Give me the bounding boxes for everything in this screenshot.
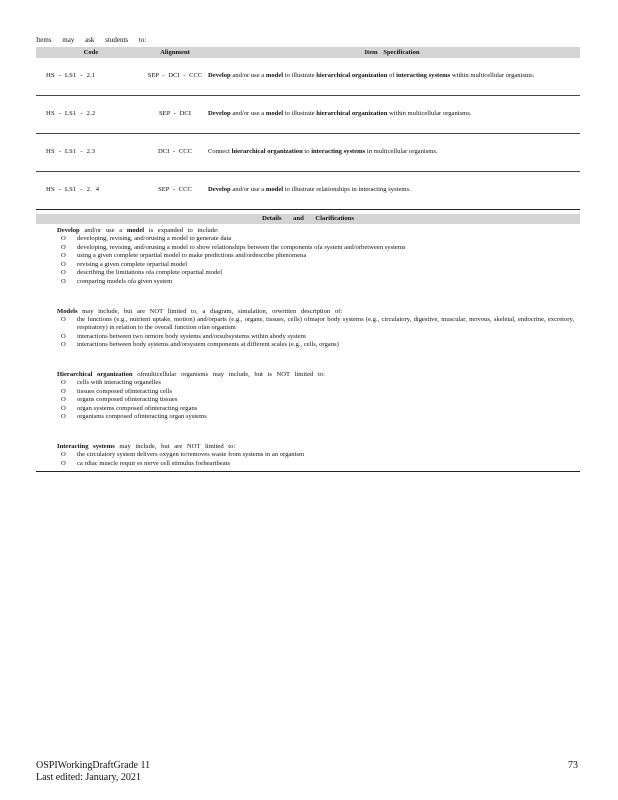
list-item-text: the functions (e.g., nutrient uptake, motion) and/orparts (e.g., organs, tissues, cells) ofmajor body systems (e.g., circulatory, digestive, muscular, nervous, skeletal, endocrine, excretory, respiratory) in relation to the overall function ofan organism [77, 315, 574, 332]
row-code: HS - LS1 - 2. 4 [36, 172, 146, 210]
list-item-text: developing, revising, and/orusing a model to show relationships between the components ofa system and/orbetween systems [77, 243, 406, 251]
list-item [45, 460, 580, 469]
list-item [45, 388, 580, 397]
list-item [45, 451, 580, 460]
list-item [45, 396, 580, 405]
circle-bullet-icon: O [61, 252, 66, 260]
list-item [45, 278, 580, 287]
divider [36, 471, 580, 472]
circle-bullet-icon: O [61, 260, 66, 268]
circle-bullet-icon: O [61, 387, 66, 395]
circle-bullet-icon: O [61, 243, 66, 251]
list-item-text: organs composed ofinteracting tissues [77, 396, 178, 404]
list-item-text: tissues composed ofinteracting cells [77, 387, 173, 395]
circle-bullet-icon: O [61, 450, 66, 458]
section-spacer [36, 350, 580, 368]
section-heading: Models may include, but are NOT limited to, a diagram, simulation, orwritten description of: [57, 307, 343, 315]
document-page [36, 36, 580, 472]
list-item-text: the circulatory system delivers oxygen to/removes waste from systems in an organism [77, 450, 305, 458]
page-number: 73 [568, 760, 578, 771]
table-row [36, 134, 580, 172]
list-item [45, 252, 580, 261]
list-item-text: organ systems composed ofinteracting organs [77, 404, 198, 412]
circle-bullet-icon: O [61, 413, 66, 421]
row-code: HS - LS1 - 2.1 [36, 58, 146, 96]
circle-bullet-icon: O [61, 459, 66, 467]
row-specification: Develop and/or use a model to illustrate hierarchical organization of interacting systems within multicellular organisms. [204, 58, 580, 96]
details-section [45, 307, 580, 350]
footer [36, 760, 150, 784]
list-item-text: cells with interacting organelles [77, 378, 161, 386]
list-item-text: comparing models ofa given system [77, 277, 173, 285]
row-specification: Connect hierarchical organization to interacting systems in multicellular organisms. [204, 134, 580, 172]
list-item [45, 261, 580, 270]
list-item-text: interactions between two ormore body systems and/orsubsystems within abody system [77, 332, 306, 340]
circle-bullet-icon: O [61, 396, 66, 404]
row-alignment: SEP - DCI - CCC [146, 58, 204, 96]
details-section [45, 442, 580, 468]
header-item-specification: Item Specification [204, 47, 580, 58]
table-header-row [36, 47, 580, 58]
table-row [36, 172, 580, 210]
circle-bullet-icon: O [61, 332, 66, 340]
header-alignment: Alignment [146, 47, 204, 58]
circle-bullet-icon: O [61, 277, 66, 285]
row-specification: Develop and/or use a model to illustrate hierarchical organization within multicellular organisms. [204, 96, 580, 134]
table-row [36, 96, 580, 134]
section-heading: Interacting systems may include, but are NOT limited to: [57, 442, 236, 450]
circle-bullet-icon: O [61, 378, 66, 386]
circle-bullet-icon: O [61, 404, 66, 412]
circle-bullet-icon: O [61, 269, 66, 277]
row-code: HS - LS1 - 2.3 [36, 134, 146, 172]
list-item-text: ca rdiac muscle requir es nerve cell stimulus forheartbeats [77, 459, 231, 467]
details-sections [36, 226, 580, 468]
header-code: Code [36, 47, 146, 58]
list-item [45, 379, 580, 388]
section-spacer [36, 287, 580, 305]
circle-bullet-icon: O [61, 341, 66, 349]
list-item [45, 333, 580, 342]
list-item-text: describing the limitations ofa complete orpartial model [77, 269, 223, 277]
circle-bullet-icon: O [61, 315, 66, 323]
circle-bullet-icon: O [61, 235, 66, 242]
list-item-text: revising a given complete orpartial model [77, 260, 188, 268]
section-spacer [36, 422, 580, 440]
row-code: HS - LS1 - 2.2 [36, 96, 146, 134]
table-row [36, 58, 580, 96]
intro-text: Items may ask students to: [36, 36, 147, 44]
list-item [45, 413, 580, 422]
row-alignment: DCI - CCC [146, 134, 204, 172]
row-alignment: SEP - DCI [146, 96, 204, 134]
list-item [45, 405, 580, 414]
list-item-text: developing, revising, and/orusing a model to generate data [77, 235, 232, 242]
row-alignment: SEP - CCC [146, 172, 204, 210]
list-item [45, 316, 580, 333]
list-item [45, 269, 580, 278]
section-heading: Develop and/or use a model is expanded to include: [57, 227, 219, 234]
footer-draft-label: OSPIWorkingDraftGrade 11 [36, 760, 151, 771]
list-item-text: interactions between body systems and/orsystem components at different scales (e.g., cells, organs) [77, 341, 339, 349]
list-item [45, 341, 580, 350]
list-item [45, 235, 580, 244]
details-heading: Details and Clarifications [36, 214, 580, 224]
footer-last-edited: Last edited: January, 2021 [36, 772, 141, 783]
section-heading: Hierarchical organization ofmulticellular organisms may include, but is NOT limited to: [57, 370, 325, 378]
item-spec-table [36, 47, 580, 210]
list-item [45, 244, 580, 253]
details-section [45, 370, 580, 422]
details-section [45, 226, 580, 287]
row-specification: Develop and/or use a model to illustrate relationships in interacting systems. [204, 172, 580, 210]
list-item-text: organisms composed ofinteracting organ systems [77, 413, 207, 421]
list-item-text: using a given complete orpartial model to make predictions and/ordescribe phenomena [77, 252, 307, 260]
